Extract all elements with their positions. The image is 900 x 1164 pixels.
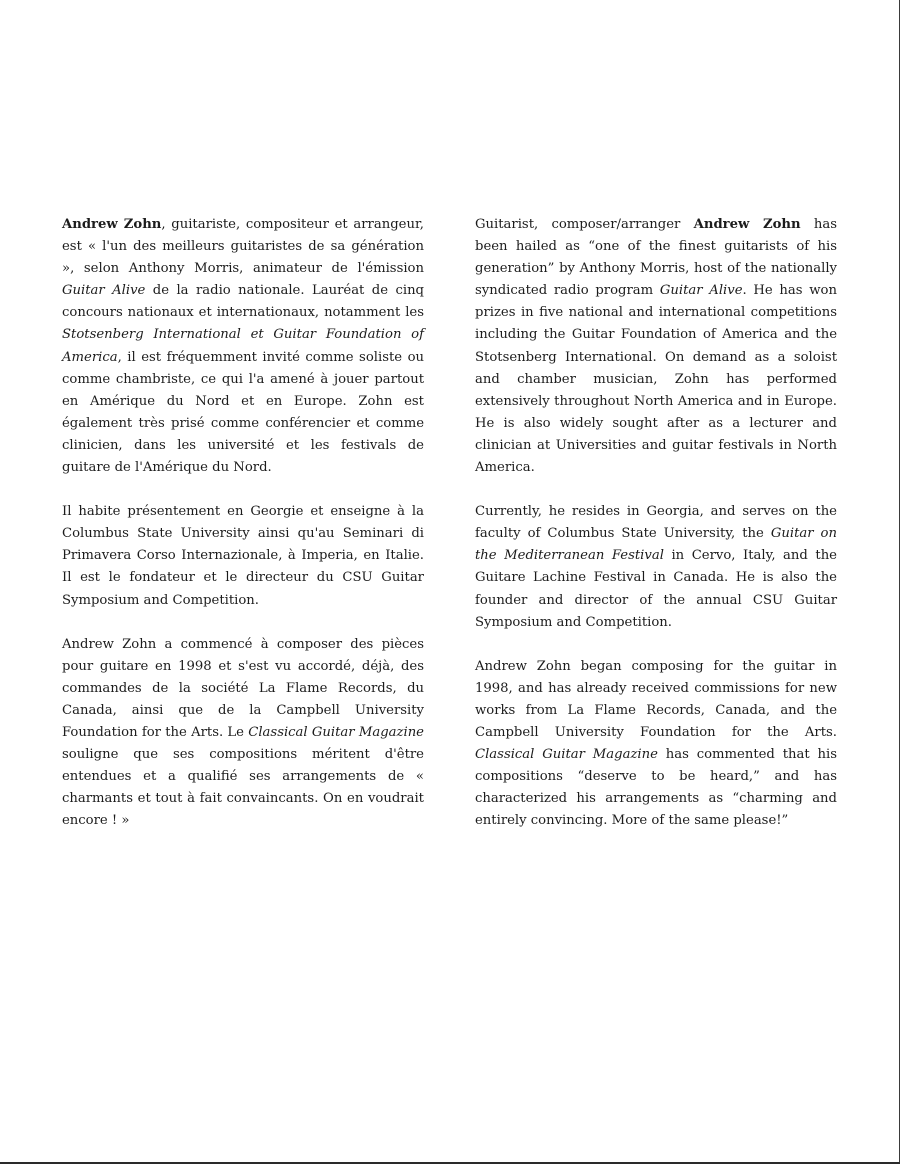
festival-title: Guitar on the Mediterranean Festival [475, 526, 837, 564]
french-paragraph-3: Andrew Zohn a commencé à composer des pièces pour guitare en 1998 et s'est vu accordé, déjà, des commandes de la société La Flame Records, du Canada, ainsi que de la Campbell University Foundation for the Arts. Le Classical Guitar Magazine souligne que ses compositions méritent d'être entendues et a qualifié ses arrangements de « charmants et tout à fait convaincants. On en voudrait encore ! » [62, 636, 424, 829]
radio-show-title: Guitar Alive [659, 283, 743, 299]
english-paragraph-2: Currently, he resides in Georgia, and serves on the faculty of Columbus State University, the Guitar on the Mediterranean Festival in Cervo, Italy, and the Guitare Lachine Festival in Canada. He is also the founder and director of the annual CSU Guitar Symposium and Competition. [475, 504, 837, 630]
french-biography-column [62, 214, 424, 854]
artist-name: Andrew Zohn [62, 217, 162, 232]
artist-name: Andrew Zohn [693, 217, 801, 232]
english-biography-column [475, 214, 837, 854]
english-paragraph-3: Andrew Zohn began composing for the guitar in 1998, and has already received commissions for new works from La Flame Records, Canada, and the Campbell University Foundation for the Arts. Classical Guitar Magazine has commented that his compositions “deserve to be heard,” and has characterized his arrangements as “charming and entirely convincing. More of the same please!” [475, 658, 837, 829]
radio-show-title: Guitar Alive [62, 283, 146, 299]
french-paragraph-1: Andrew Zohn, guitariste, compositeur et arrangeur, est « l'un des meilleurs guitaristes de sa génération », selon Anthony Morris, animateur de l'émission Guitar Alive de la radio nationale. Lauréat de cinq concours nationaux et internationaux, notamment les Stotsenberg International et Guitar Foundation of America, il est fréquemment invité comme soliste ou comme chambriste, ce qui l'a amené à jouer partout en Amérique du Nord et en Europe. Zohn est également très prisé comme conférencier et comme clinicien, dans les université et les festivals de guitare de l'Amérique du Nord. [62, 217, 424, 476]
competition-names: Stotsenberg International et Guitar Foundation of America [62, 327, 424, 365]
english-paragraph-1: Guitarist, composer/arranger Andrew Zohn has been hailed as “one of the finest guitarists of his generation” by Anthony Morris, host of the nationally syndicated radio program Guitar Alive. He has won prizes in five national and international competitions including the Guitar Foundation of America and the Stotsenberg International. On demand as a soloist and chamber musician, Zohn has performed extensively throughout North America and in Europe. He is also widely sought after as a lecturer and clinician at Universities and guitar festivals in North America. [475, 217, 838, 476]
magazine-title: Classical Guitar Magazine [475, 747, 658, 763]
french-paragraph-2: Il habite présentement en Georgie et enseigne à la Columbus State University ainsi qu'au Seminari di Primavera Corso Internazionale, à Imperia, en Italie. Il est le fondateur et le directeur du CSU Guitar Symposium and Competition. [62, 504, 424, 608]
magazine-title: Classical Guitar Magazine [248, 724, 424, 740]
